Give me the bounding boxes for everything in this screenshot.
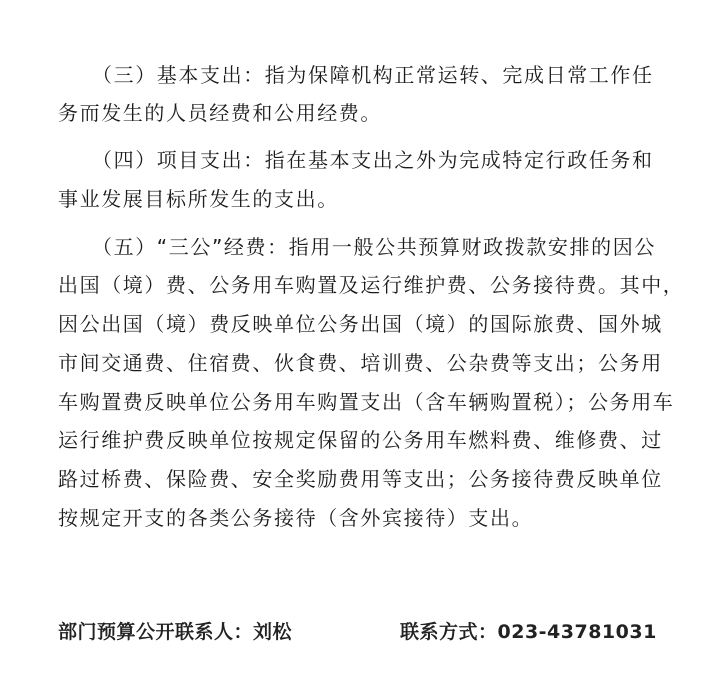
paragraph-5-line-6: 运行维护费反映单位按规定保留的公务用车燃料费、维修费、过 (58, 428, 663, 452)
contact-method: 联系方式：023-43781031 (400, 621, 657, 643)
paragraph-5-line-5: 车购置费反映单位公务用车购置支出（含车辆购置税）；公务用车 (58, 390, 675, 414)
contact-person: 部门预算公开联系人：刘松 (58, 621, 293, 643)
paragraph-5-line-3: 因公出国（境）费反映单位公务出国（境）的国际旅费、国外城 (58, 312, 663, 336)
paragraph-5-line-8: 按规定开支的各类公务接待（含外宾接待）支出。 (58, 506, 534, 530)
paragraph-3-line-2: 务而发生的人员经费和公用经费。 (58, 101, 382, 125)
paragraph-5-line-1: （五）“三公”经费：指用一般公共预算财政拨款安排的因公 (92, 235, 656, 259)
paragraph-5-line-2: 出国（境）费、公务用车购置及运行维护费、公务接待费。其中， (58, 273, 685, 297)
paragraph-4-line-1: （四）项目支出：指在基本支出之外为完成特定行政任务和 (92, 148, 654, 172)
paragraph-5-line-7: 路过桥费、保险费、安全奖励费用等支出；公务接待费反映单位 (58, 467, 663, 491)
paragraph-4-line-2: 事业发展目标所发生的支出。 (58, 187, 339, 211)
paragraph-5-line-4: 市间交通费、住宿费、伙食费、培训费、公杂费等支出；公务用 (58, 351, 663, 375)
paragraph-3-line-1: （三）基本支出：指为保障机构正常运转、完成日常工作任 (92, 63, 654, 87)
